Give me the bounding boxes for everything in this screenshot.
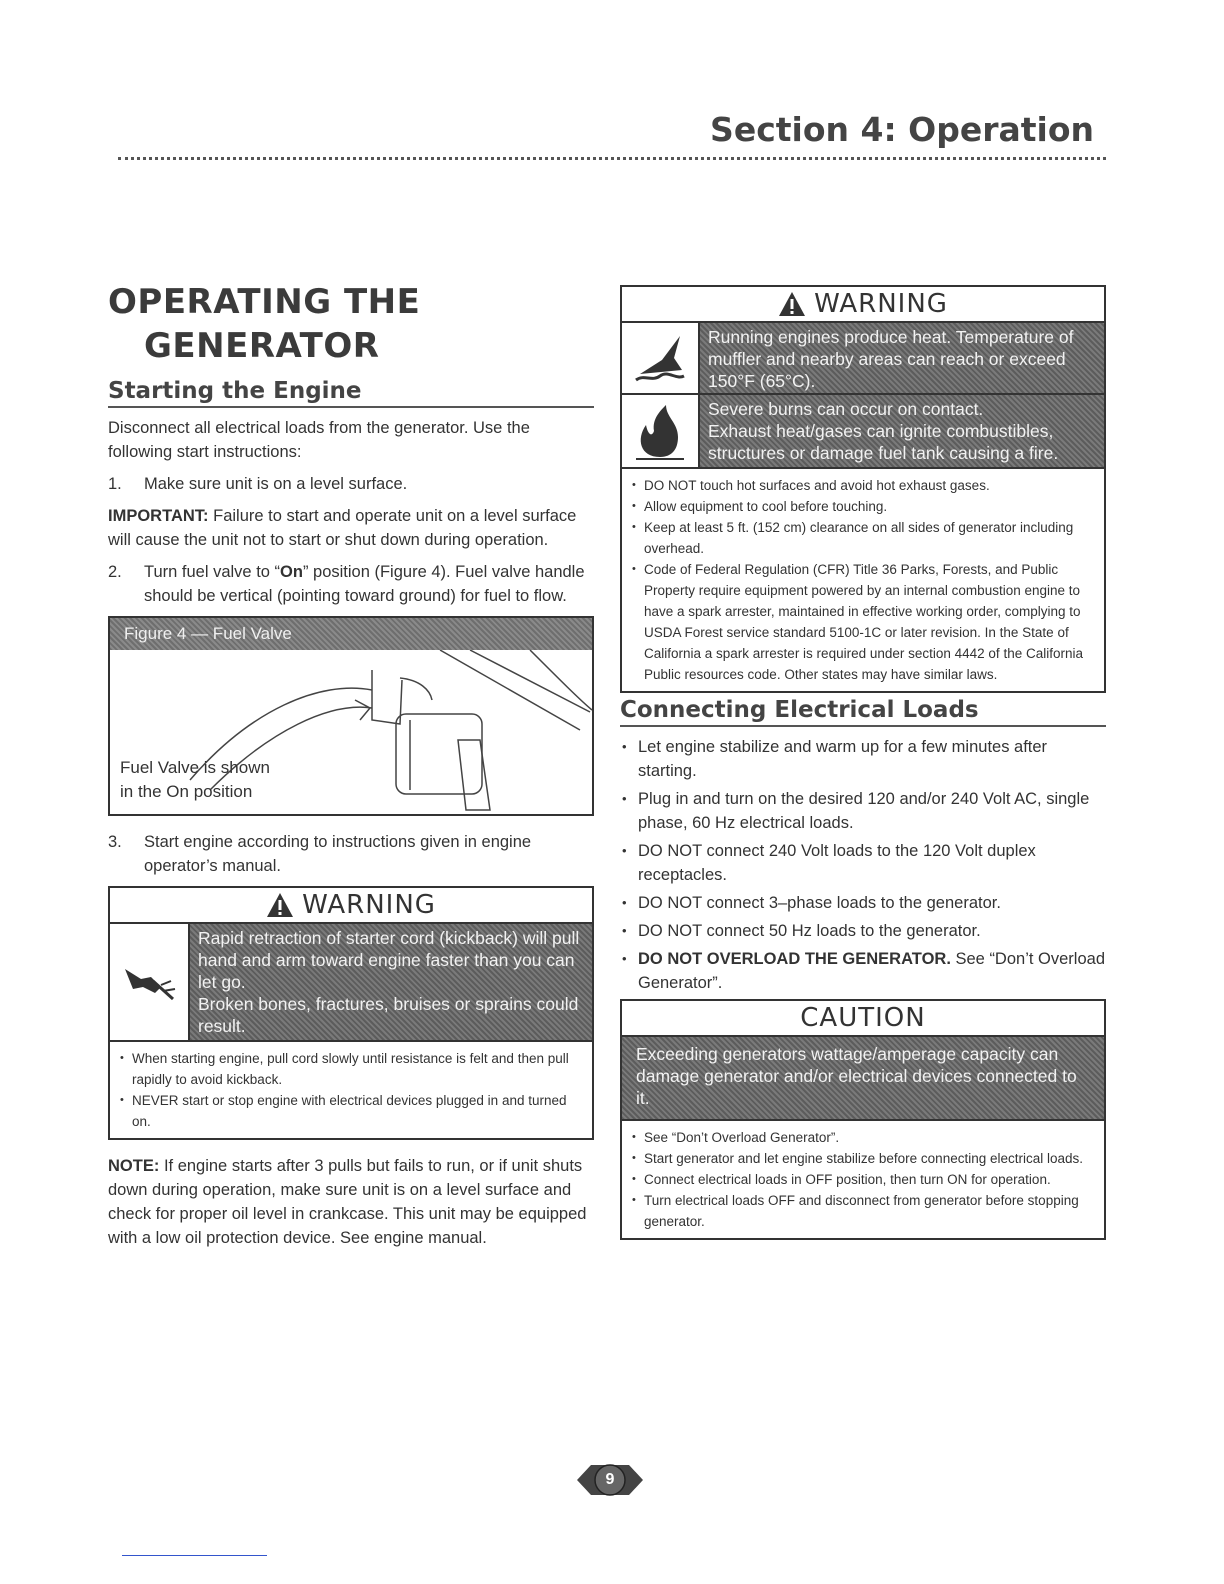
warning-hazard-text: Exhaust heat/gases can ignite combustibles, structures or damage fuel tank causing a fire. — [708, 421, 1059, 463]
step-number: 1. — [108, 475, 122, 493]
caution-hatched-text: Exceeding generators wattage/amperage capacity can damage generator and/or electrical devices connected to it. — [622, 1037, 1104, 1121]
list-item: • Start generator and let engine stabilize before connecting electrical loads. — [632, 1148, 1094, 1169]
loads-list — [620, 735, 1106, 995]
step-text-part: Turn fuel valve to “ — [144, 563, 281, 581]
list-item: • DO NOT connect 50 Hz loads to the generator. — [620, 919, 1106, 943]
list-item: • DO NOT connect 3–phase loads to the generator. — [620, 891, 1106, 915]
hot-surface-icon-cell — [622, 323, 698, 395]
note-label: NOTE: — [108, 1157, 160, 1175]
warning-label: WARNING — [302, 890, 436, 920]
warning-header — [110, 888, 592, 924]
warning-label: WARNING — [814, 289, 948, 319]
caution-label: CAUTION — [800, 1003, 926, 1033]
intro-paragraph: Disconnect all electrical loads from the generator. Use the following start instructions: — [108, 419, 530, 461]
figure-title: Figure 4 — Fuel Valve — [110, 618, 592, 650]
step-3 — [108, 830, 594, 878]
step-1 — [108, 472, 594, 496]
page-title-line-1: OPERATING THE — [108, 282, 421, 322]
warning-icons — [110, 924, 188, 1040]
warning-icons — [622, 323, 698, 467]
warning-triangle-icon — [778, 291, 806, 317]
warning-hazard-text: Rapid retraction of starter cord (kickback) will pull hand and arm toward engine faster than you can let go. — [198, 928, 580, 992]
caution-box — [620, 999, 1106, 1240]
list-item: • When starting engine, pull cord slowly until resistance is felt and then pull rapidly to avoid kickback. — [120, 1048, 582, 1090]
step-text: Start engine according to instructions given in engine operator’s manual. — [144, 833, 532, 875]
list-item: • Keep at least 5 ft. (152 cm) clearance on all sides of generator including overhead. — [632, 517, 1094, 559]
overload-reference: See “Don’t Overload Generator”. — [638, 950, 1105, 992]
figure-caption-line: Fuel Valve is shown — [120, 758, 270, 777]
hot-surface-icon — [632, 330, 688, 386]
step-text — [144, 560, 594, 608]
starting-engine-heading: Starting the Engine — [108, 378, 594, 408]
fire-icon-cell — [622, 395, 698, 467]
heat-hazard-text: Running engines produce heat. Temperature of muffler and nearby areas can reach or exceed 150°F (65°C). — [700, 323, 1104, 395]
warning-hatched-text — [188, 924, 592, 1040]
warning-text-column — [698, 323, 1104, 467]
list-item — [620, 947, 1106, 995]
list-item: • Connect electrical loads in OFF position, then turn ON for operation. — [632, 1169, 1094, 1190]
list-item: • Plug in and turn on the desired 120 and/or 240 Volt AC, single phase, 60 Hz electrical loads. — [620, 787, 1106, 835]
caution-bullets — [622, 1121, 1104, 1238]
warning-hazard-text: Severe burns can occur on contact. — [708, 399, 984, 419]
important-text: Failure to start and operate unit on a level surface will cause the unit not to start or shut down during operation. — [108, 507, 577, 549]
fire-icon — [632, 401, 688, 461]
warning-body — [110, 924, 592, 1042]
caution-header — [622, 1001, 1104, 1037]
warning-header — [622, 287, 1104, 323]
figure-4-fuel-valve — [108, 616, 594, 816]
important-label: IMPORTANT: — [108, 507, 209, 525]
list-item: • See “Don’t Overload Generator”. — [632, 1127, 1094, 1148]
page-number: 9 — [605, 1471, 615, 1488]
warning-bullets — [110, 1042, 592, 1138]
list-item: • DO NOT touch hot surfaces and avoid hot exhaust gases. — [632, 475, 1094, 496]
heat-warning-box — [620, 285, 1106, 693]
list-item: • DO NOT connect 240 Volt loads to the 120 Volt duplex receptacles. — [620, 839, 1106, 887]
step-text-part: ” position (Figure 4). Fuel valve handle should be vertical (pointing toward ground) for fuel to flow. — [144, 563, 585, 605]
list-item: • Let engine stabilize and warm up for a few minutes after starting. — [620, 735, 1106, 783]
on-emphasis: On — [280, 563, 303, 581]
list-item: • Turn electrical loads OFF and disconnect from generator before stopping generator. — [632, 1190, 1094, 1232]
step-2 — [108, 560, 594, 608]
list-item: • Code of Federal Regulation (CFR) Title 36 Parks, Forests, and Public Property require equipment powered by an internal combustion engine to have a spark arrester, maintained in effective working order, complying to USDA Forest service standard 5100-1C or later revision. In the State of California a spark arrester is required under section 4442 of the California Public resources code. Other states may have similar laws. — [632, 559, 1094, 685]
burn-hazard-text — [700, 395, 1104, 467]
kickback-warning-box — [108, 886, 594, 1140]
figure-caption-line: in the On position — [120, 782, 253, 801]
warning-body — [622, 323, 1104, 469]
warning-bullets — [622, 469, 1104, 691]
section-header — [118, 110, 1106, 160]
figure-caption — [120, 756, 270, 804]
page-number-badge — [577, 1461, 643, 1499]
page-title-line-2: GENERATOR — [144, 326, 380, 366]
footer-rule — [122, 1555, 267, 1556]
note-paragraph — [108, 1154, 594, 1250]
list-item: • NEVER start or stop engine with electrical devices plugged in and turned on. — [120, 1090, 582, 1132]
note-text: If engine starts after 3 pulls but fails to run, or if unit shuts down during operation, make sure unit is on a level surface and check for proper oil level in crankcase. This unit may be equipped with a low oil protection device. See engine manual. — [108, 1157, 587, 1247]
list-item: • Allow equipment to cool before touching. — [632, 496, 1094, 517]
warning-hazard-text: Broken bones, fractures, bruises or sprains could result. — [198, 994, 579, 1036]
left-column — [108, 280, 594, 1258]
important-paragraph — [108, 504, 594, 552]
section-title: Section 4: Operation — [710, 110, 1094, 149]
step-number: 2. — [108, 563, 122, 581]
warning-triangle-icon — [266, 892, 294, 918]
right-column — [620, 285, 1106, 1240]
connecting-loads-heading: Connecting Electrical Loads — [620, 697, 1106, 727]
overload-emphasis: DO NOT OVERLOAD THE GENERATOR. — [638, 950, 951, 968]
step-number: 3. — [108, 833, 122, 851]
step-text: Make sure unit is on a level surface. — [144, 475, 408, 493]
kickback-hand-icon — [121, 959, 177, 1005]
page-title — [108, 280, 594, 368]
